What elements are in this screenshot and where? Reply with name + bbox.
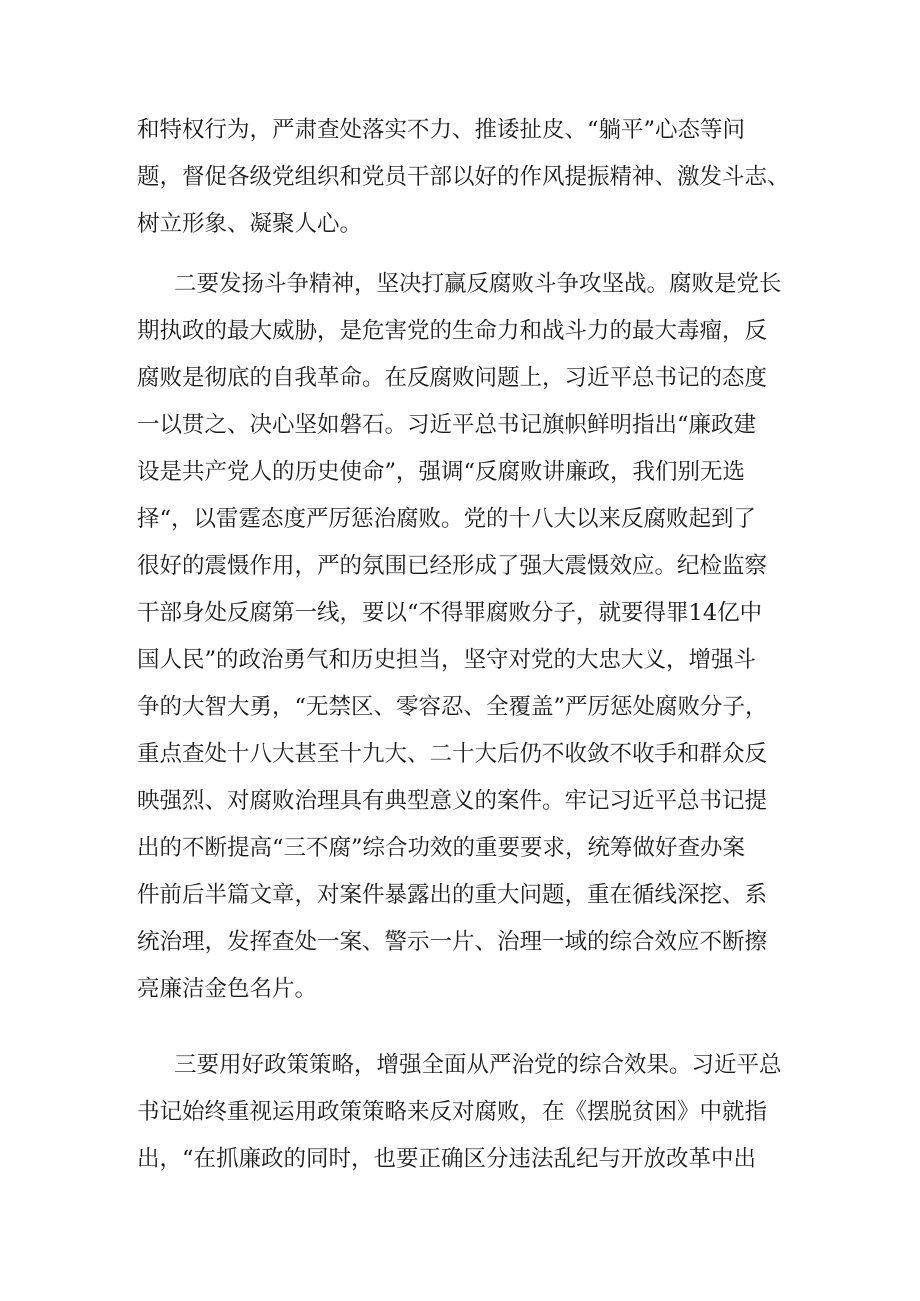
paragraph-3-line-2: [0, 1092, 920, 1132]
text-line: 书记始终重视运用政策策略来反对腐败，在《摆脱贫困》中就指: [137, 1099, 768, 1125]
text-line: 设是共产党人的历史使命”，强调“反腐败讲廉政，我们别无选: [137, 459, 746, 485]
paragraph-2-line-12: [0, 781, 920, 821]
paragraph-2-line-3: [0, 358, 920, 398]
text-line: 重点查处十八大甚至十九大、二十大后仍不收敛不收手和群众反: [137, 741, 768, 767]
text-line: 争的大智大勇，“无禁区、零容忍、全覆盖”严厉惩处腐败分子，: [137, 694, 768, 720]
paragraph-1-line-3: [0, 204, 920, 244]
text-line: 树立形象、凝聚人心。: [137, 211, 363, 237]
text-line: 题，督促各级党组织和党员干部以好的作风提振精神、激发斗志、: [137, 164, 790, 190]
paragraph-3-line-1: [0, 1045, 920, 1085]
text-line: 国人民”的政治勇气和历史担当，坚守对党的大忠大义，增强斗: [137, 647, 757, 673]
text-line: 出的不断提高“三不腐”综合功效的重要要求，统筹做好查办案: [137, 835, 746, 861]
text-line: 一以贯之、决心坚如磐石。习近平总书记旗帜鲜明指出“廉政建: [137, 412, 757, 438]
text-line: 映强烈、对腐败治理具有典型意义的案件。牢记习近平总书记提: [137, 788, 768, 814]
text-line: 择“，以雷霆态度严厉惩治腐败。党的十八大以来反腐败起到了: [137, 506, 757, 532]
paragraph-2-line-6: [0, 499, 920, 539]
text-line: 腐败是彻底的自我革命。在反腐败问题上，习近平总书记的态度: [137, 365, 768, 391]
paragraph-3-line-3: [0, 1139, 920, 1179]
text-line: 和特权行为，严肃查处落实不力、推诿扯皮、“躺平”心态等问: [137, 117, 746, 143]
paragraph-1-line-1: [0, 110, 920, 150]
paragraph-2-line-4: [0, 405, 920, 445]
paragraph-2-line-14: [0, 875, 920, 915]
text-line: 件前后半篇文章，对案件暴露出的重大问题，重在循线深挖、系: [137, 882, 768, 908]
text-line: 干部身处反腐第一线，要以“不得罪腐败分子，就要得罪14亿中: [137, 600, 763, 626]
text-line: 期执政的最大威胁，是危害党的生命力和战斗力的最大毒瘤，反: [137, 318, 768, 344]
paragraph-2-line-15: [0, 922, 920, 962]
text-line: 亮廉洁金色名片。: [137, 976, 318, 1002]
text-line: 二要发扬斗争精神，坚决打赢反腐败斗争攻坚战。腐败是党长: [174, 271, 782, 297]
paragraph-2-line-1: [0, 264, 920, 304]
text-line: 很好的震慑作用，严的氛围已经形成了强大震慑效应。纪检监察: [137, 553, 768, 579]
paragraph-2-line-10: [0, 687, 920, 727]
paragraph-2-line-2: [0, 311, 920, 351]
paragraph-2-line-9: [0, 640, 920, 680]
text-line: 出，“在抓廉政的同时，也要正确区分违法乱纪与开放改革中出: [137, 1146, 757, 1172]
paragraph-1-line-2: [0, 157, 920, 197]
paragraph-2-line-13: [0, 828, 920, 868]
text-line: 统治理，发挥查处一案、警示一片、治理一域的综合效应不断擦: [137, 929, 768, 955]
paragraph-2-line-11: [0, 734, 920, 774]
paragraph-2-line-8: [0, 593, 920, 633]
paragraph-2-line-16: [0, 969, 920, 1009]
paragraph-2-line-7: [0, 546, 920, 586]
text-line: 三要用好政策策略，增强全面从严治党的综合效果。习近平总: [174, 1052, 782, 1078]
paragraph-2-line-5: [0, 452, 920, 492]
